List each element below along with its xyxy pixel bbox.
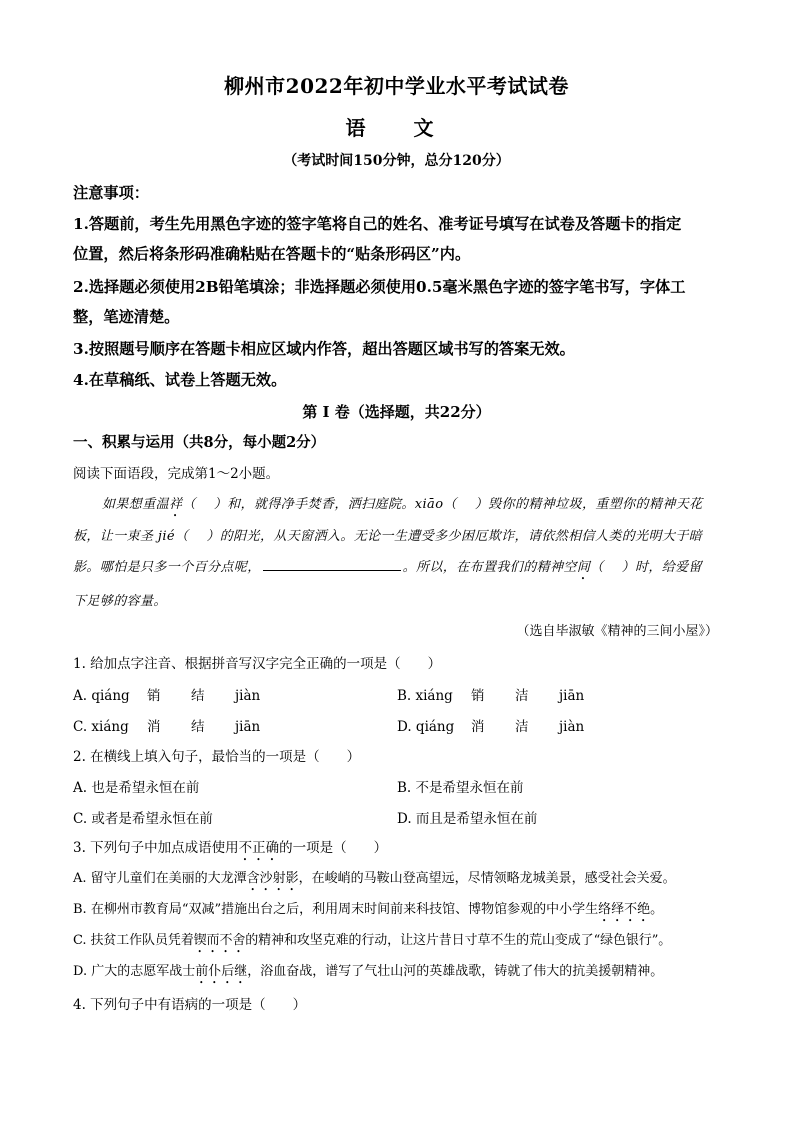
reading-intro: 阅读下面语段，完成第1～2小题。 <box>73 466 280 482</box>
notice-line-2a: 2.选择题必须使用2B铅笔填涂；非选择题必须使用0.5毫米黑色字迹的签字笔书写，字体工 <box>73 278 686 296</box>
q2-stem: 2. 在横线上填入句子，最恰当的一项是（ ） <box>73 749 361 765</box>
notice-line-1b: 位置，然后将条形码准确粘贴在答题卡的“贴条形码区”内。 <box>73 245 471 263</box>
passage-source: （选自毕淑敏《精神的三间小屋》） <box>516 624 718 639</box>
dotted-char: 间 <box>576 560 591 575</box>
q1-stem: 1. 给加点字注音、根据拼音写汉字完全正确的一项是（ ） <box>73 656 442 672</box>
q1-option-c: C. xiáng 消 结 jiān <box>73 719 261 735</box>
q3-option-d: D. 广大的志愿军战士前仆后继，浴血奋战，谱写了气壮山河的英雄战歌，铸就了伟大的抗美援朝精神。 <box>73 964 664 979</box>
q1-option-d: D. qiáng 消 洁 jiàn <box>397 719 585 735</box>
q2-option-c: C. 或者是希望永恒在前 <box>73 811 213 827</box>
passage-line-2: 板，让一束圣 jié（ ）的阳光，从天窗洒入。无论一生遭受多少困厄欺诈，请依然相信人类的光明大于暗 <box>73 529 703 544</box>
notice-line-2b: 整，笔迹清楚。 <box>73 308 180 326</box>
q2-option-a: A. 也是希望永恒在前 <box>73 780 200 796</box>
q3-stem: 3. 下列句子中加点成语使用不正确的一项是（ ） <box>73 840 388 856</box>
q1-option-b: B. xiáng 销 洁 jiān <box>397 688 585 704</box>
exam-title: 柳州市2022年初中学业水平考试试卷 <box>224 74 569 98</box>
q2-option-d: D. 而且是希望永恒在前 <box>397 811 538 827</box>
q4-stem: 4. 下列句子中有语病的一项是（ ） <box>73 997 307 1013</box>
passage-line-4: 下足够的容量。 <box>73 594 167 609</box>
exam-info: （考试时间150分钟，总分120分） <box>283 153 510 169</box>
notice-line-3: 3.按照题号顺序在答题卡相应区域内作答，超出答题区域书写的答案无效。 <box>73 340 575 358</box>
q1-option-a: A. qiáng 销 结 jiàn <box>73 688 261 704</box>
passage-line-1: 如果想重温祥（ ）和，就得净手焚香，洒扫庭院。xiāo（ ）毁你的精神垃圾，重塑你的精神天花 <box>102 497 703 512</box>
notice-line-1a: 1.答题前，考生先用黑色字迹的签字笔将自己的姓名、准考证号填写在试卷及答题卡的指定 <box>73 215 682 233</box>
section-title: 第 Ⅰ 卷（选择题，共22分） <box>302 403 491 421</box>
q3-option-b: B. 在柳州市教育局“双减”措施出台之后，利用周末时间前来科技馆、博物馆参观的中小学生络绎不绝。 <box>73 902 664 917</box>
q2-option-b: B. 不是希望永恒在前 <box>397 780 524 796</box>
subject-title: 语 文 <box>345 116 448 140</box>
notice-line-4: 4.在草稿纸、试卷上答题无效。 <box>73 371 287 389</box>
part-title: 一、积累与运用（共8分，每小题2分） <box>73 434 326 451</box>
q3-option-a: A. 留守儿童们在美丽的大龙潭含沙射影，在峻峭的马鞍山登高望远，尽情领略龙城美景，感受社会关爱。 <box>73 871 676 886</box>
passage-line-3: 影。哪怕是只多一个百分点呢， 。所以，在布置我们的精神空间（ ）时，给爱留 <box>73 560 702 575</box>
notice-heading: 注意事项： <box>73 184 149 202</box>
answer-blank <box>263 558 401 571</box>
q3-option-c: C. 扶贫工作队员凭着锲而不舍的精神和攻坚克难的行动，让这片昔日寸草不生的荒山变成了“绿色银行”。 <box>73 933 672 948</box>
dotted-char: 祥 <box>169 497 183 512</box>
